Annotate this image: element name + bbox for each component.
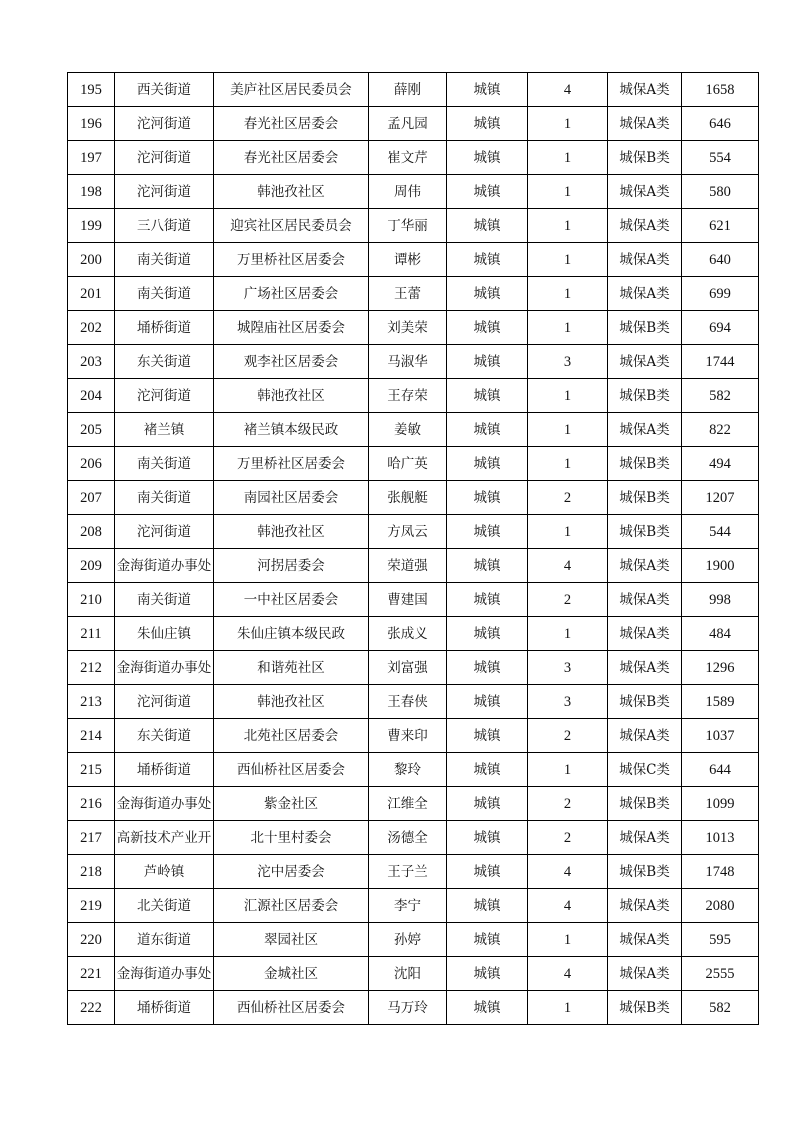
insurance-category-cell: 城保A类 bbox=[608, 243, 682, 277]
serial-number-cell: 207 bbox=[68, 481, 115, 515]
serial-number-cell: 215 bbox=[68, 753, 115, 787]
household-type-cell: 城镇 bbox=[447, 719, 528, 753]
street-cell: 埇桥街道 bbox=[115, 753, 214, 787]
household-size-cell: 1 bbox=[528, 413, 608, 447]
street-cell: 南关街道 bbox=[115, 447, 214, 481]
community-cell: 一中社区居委会 bbox=[214, 583, 369, 617]
household-type-cell: 城镇 bbox=[447, 651, 528, 685]
amount-cell: 2080 bbox=[682, 889, 759, 923]
street-cell: 西关街道 bbox=[115, 73, 214, 107]
serial-number-cell: 222 bbox=[68, 991, 115, 1025]
street-cell: 芦岭镇 bbox=[115, 855, 214, 889]
household-size-cell: 1 bbox=[528, 379, 608, 413]
table-body bbox=[68, 73, 759, 1025]
table-row bbox=[68, 311, 759, 345]
table-row bbox=[68, 345, 759, 379]
insurance-category-cell: 城保A类 bbox=[608, 617, 682, 651]
table-row bbox=[68, 855, 759, 889]
household-type-cell: 城镇 bbox=[447, 991, 528, 1025]
name-cell: 王春侠 bbox=[369, 685, 447, 719]
community-cell: 和谐苑社区 bbox=[214, 651, 369, 685]
household-type-cell: 城镇 bbox=[447, 277, 528, 311]
household-type-cell: 城镇 bbox=[447, 379, 528, 413]
street-cell: 南关街道 bbox=[115, 481, 214, 515]
name-cell: 孙婷 bbox=[369, 923, 447, 957]
community-cell: 万里桥社区居委会 bbox=[214, 243, 369, 277]
household-size-cell: 4 bbox=[528, 889, 608, 923]
household-type-cell: 城镇 bbox=[447, 787, 528, 821]
amount-cell: 1589 bbox=[682, 685, 759, 719]
serial-number-cell: 217 bbox=[68, 821, 115, 855]
community-cell: 朱仙庄镇本级民政 bbox=[214, 617, 369, 651]
amount-cell: 1013 bbox=[682, 821, 759, 855]
street-cell: 金海街道办事处 bbox=[115, 651, 214, 685]
street-cell: 沱河街道 bbox=[115, 107, 214, 141]
amount-cell: 640 bbox=[682, 243, 759, 277]
table-row bbox=[68, 821, 759, 855]
insurance-category-cell: 城保B类 bbox=[608, 787, 682, 821]
street-cell: 道东街道 bbox=[115, 923, 214, 957]
community-cell: 北十里村委会 bbox=[214, 821, 369, 855]
insurance-category-cell: 城保B类 bbox=[608, 447, 682, 481]
name-cell: 汤德全 bbox=[369, 821, 447, 855]
household-size-cell: 1 bbox=[528, 515, 608, 549]
community-cell: 沱中居委会 bbox=[214, 855, 369, 889]
amount-cell: 1748 bbox=[682, 855, 759, 889]
name-cell: 哈广英 bbox=[369, 447, 447, 481]
insurance-category-cell: 城保B类 bbox=[608, 855, 682, 889]
table-row bbox=[68, 209, 759, 243]
insurance-category-cell: 城保B类 bbox=[608, 685, 682, 719]
name-cell: 李宁 bbox=[369, 889, 447, 923]
insurance-category-cell: 城保A类 bbox=[608, 549, 682, 583]
street-cell: 埇桥街道 bbox=[115, 311, 214, 345]
serial-number-cell: 220 bbox=[68, 923, 115, 957]
table-row bbox=[68, 481, 759, 515]
table-row bbox=[68, 175, 759, 209]
amount-cell: 998 bbox=[682, 583, 759, 617]
insurance-category-cell: 城保B类 bbox=[608, 311, 682, 345]
table-row bbox=[68, 753, 759, 787]
street-cell: 东关街道 bbox=[115, 719, 214, 753]
household-type-cell: 城镇 bbox=[447, 73, 528, 107]
community-cell: 韩池孜社区 bbox=[214, 379, 369, 413]
serial-number-cell: 199 bbox=[68, 209, 115, 243]
household-size-cell: 1 bbox=[528, 175, 608, 209]
household-size-cell: 1 bbox=[528, 209, 608, 243]
household-type-cell: 城镇 bbox=[447, 107, 528, 141]
insurance-category-cell: 城保A类 bbox=[608, 889, 682, 923]
insurance-category-cell: 城保B类 bbox=[608, 379, 682, 413]
insurance-category-cell: 城保A类 bbox=[608, 583, 682, 617]
amount-cell: 554 bbox=[682, 141, 759, 175]
table-row bbox=[68, 447, 759, 481]
community-cell: 广场社区居委会 bbox=[214, 277, 369, 311]
serial-number-cell: 213 bbox=[68, 685, 115, 719]
street-cell: 沱河街道 bbox=[115, 141, 214, 175]
household-type-cell: 城镇 bbox=[447, 209, 528, 243]
household-size-cell: 4 bbox=[528, 855, 608, 889]
community-cell: 春光社区居委会 bbox=[214, 141, 369, 175]
street-cell: 南关街道 bbox=[115, 583, 214, 617]
amount-cell: 1207 bbox=[682, 481, 759, 515]
street-cell: 北关街道 bbox=[115, 889, 214, 923]
community-cell: 春光社区居委会 bbox=[214, 107, 369, 141]
serial-number-cell: 209 bbox=[68, 549, 115, 583]
street-cell: 金海街道办事处 bbox=[115, 957, 214, 991]
household-type-cell: 城镇 bbox=[447, 311, 528, 345]
table-row bbox=[68, 991, 759, 1025]
insurance-category-cell: 城保A类 bbox=[608, 719, 682, 753]
household-type-cell: 城镇 bbox=[447, 481, 528, 515]
serial-number-cell: 200 bbox=[68, 243, 115, 277]
table-row bbox=[68, 107, 759, 141]
street-cell: 沱河街道 bbox=[115, 175, 214, 209]
community-cell: 西仙桥社区居委会 bbox=[214, 991, 369, 1025]
amount-cell: 494 bbox=[682, 447, 759, 481]
name-cell: 姜敏 bbox=[369, 413, 447, 447]
name-cell: 张成义 bbox=[369, 617, 447, 651]
household-type-cell: 城镇 bbox=[447, 957, 528, 991]
community-cell: 城隍庙社区居委会 bbox=[214, 311, 369, 345]
community-cell: 汇源社区居委会 bbox=[214, 889, 369, 923]
serial-number-cell: 219 bbox=[68, 889, 115, 923]
community-cell: 万里桥社区居委会 bbox=[214, 447, 369, 481]
household-size-cell: 4 bbox=[528, 73, 608, 107]
name-cell: 孟凡园 bbox=[369, 107, 447, 141]
serial-number-cell: 204 bbox=[68, 379, 115, 413]
table-row bbox=[68, 583, 759, 617]
insurance-category-cell: 城保A类 bbox=[608, 651, 682, 685]
serial-number-cell: 202 bbox=[68, 311, 115, 345]
serial-number-cell: 216 bbox=[68, 787, 115, 821]
street-cell: 埇桥街道 bbox=[115, 991, 214, 1025]
household-type-cell: 城镇 bbox=[447, 413, 528, 447]
street-cell: 沱河街道 bbox=[115, 515, 214, 549]
serial-number-cell: 197 bbox=[68, 141, 115, 175]
name-cell: 曹来印 bbox=[369, 719, 447, 753]
insurance-category-cell: 城保A类 bbox=[608, 209, 682, 243]
household-size-cell: 1 bbox=[528, 107, 608, 141]
name-cell: 周伟 bbox=[369, 175, 447, 209]
name-cell: 方凤云 bbox=[369, 515, 447, 549]
community-cell: 河拐居委会 bbox=[214, 549, 369, 583]
amount-cell: 1658 bbox=[682, 73, 759, 107]
household-type-cell: 城镇 bbox=[447, 447, 528, 481]
table-row bbox=[68, 685, 759, 719]
household-type-cell: 城镇 bbox=[447, 515, 528, 549]
table-row bbox=[68, 889, 759, 923]
name-cell: 刘美荣 bbox=[369, 311, 447, 345]
insurance-category-cell: 城保B类 bbox=[608, 141, 682, 175]
street-cell: 金海街道办事处 bbox=[115, 787, 214, 821]
street-cell: 高新技术产业开 bbox=[115, 821, 214, 855]
name-cell: 谭彬 bbox=[369, 243, 447, 277]
household-type-cell: 城镇 bbox=[447, 243, 528, 277]
household-size-cell: 1 bbox=[528, 753, 608, 787]
insurance-category-cell: 城保A类 bbox=[608, 821, 682, 855]
table-row bbox=[68, 73, 759, 107]
household-size-cell: 1 bbox=[528, 141, 608, 175]
serial-number-cell: 203 bbox=[68, 345, 115, 379]
amount-cell: 544 bbox=[682, 515, 759, 549]
amount-cell: 1037 bbox=[682, 719, 759, 753]
community-cell: 翠园社区 bbox=[214, 923, 369, 957]
name-cell: 崔文芹 bbox=[369, 141, 447, 175]
amount-cell: 694 bbox=[682, 311, 759, 345]
household-size-cell: 1 bbox=[528, 447, 608, 481]
serial-number-cell: 198 bbox=[68, 175, 115, 209]
table-row bbox=[68, 549, 759, 583]
table-row bbox=[68, 515, 759, 549]
household-type-cell: 城镇 bbox=[447, 855, 528, 889]
amount-cell: 646 bbox=[682, 107, 759, 141]
household-size-cell: 2 bbox=[528, 821, 608, 855]
table-row bbox=[68, 719, 759, 753]
serial-number-cell: 214 bbox=[68, 719, 115, 753]
table-row bbox=[68, 617, 759, 651]
street-cell: 金海街道办事处 bbox=[115, 549, 214, 583]
serial-number-cell: 218 bbox=[68, 855, 115, 889]
street-cell: 东关街道 bbox=[115, 345, 214, 379]
name-cell: 薛刚 bbox=[369, 73, 447, 107]
name-cell: 王存荣 bbox=[369, 379, 447, 413]
insurance-category-cell: 城保A类 bbox=[608, 345, 682, 379]
household-type-cell: 城镇 bbox=[447, 923, 528, 957]
household-size-cell: 3 bbox=[528, 345, 608, 379]
name-cell: 王蕾 bbox=[369, 277, 447, 311]
serial-number-cell: 208 bbox=[68, 515, 115, 549]
community-cell: 紫金社区 bbox=[214, 787, 369, 821]
household-size-cell: 1 bbox=[528, 991, 608, 1025]
street-cell: 三八街道 bbox=[115, 209, 214, 243]
name-cell: 马淑华 bbox=[369, 345, 447, 379]
street-cell: 南关街道 bbox=[115, 277, 214, 311]
household-type-cell: 城镇 bbox=[447, 889, 528, 923]
household-type-cell: 城镇 bbox=[447, 583, 528, 617]
name-cell: 黎玲 bbox=[369, 753, 447, 787]
household-type-cell: 城镇 bbox=[447, 821, 528, 855]
insurance-category-cell: 城保A类 bbox=[608, 413, 682, 447]
serial-number-cell: 212 bbox=[68, 651, 115, 685]
street-cell: 褚兰镇 bbox=[115, 413, 214, 447]
table-row bbox=[68, 651, 759, 685]
community-cell: 褚兰镇本级民政 bbox=[214, 413, 369, 447]
serial-number-cell: 196 bbox=[68, 107, 115, 141]
amount-cell: 1900 bbox=[682, 549, 759, 583]
household-size-cell: 1 bbox=[528, 277, 608, 311]
table-row bbox=[68, 787, 759, 821]
table-row bbox=[68, 413, 759, 447]
community-cell: 观李社区居委会 bbox=[214, 345, 369, 379]
household-size-cell: 1 bbox=[528, 311, 608, 345]
household-type-cell: 城镇 bbox=[447, 549, 528, 583]
household-size-cell: 2 bbox=[528, 719, 608, 753]
household-type-cell: 城镇 bbox=[447, 685, 528, 719]
serial-number-cell: 201 bbox=[68, 277, 115, 311]
street-cell: 沱河街道 bbox=[115, 685, 214, 719]
insurance-category-cell: 城保B类 bbox=[608, 481, 682, 515]
insurance-category-cell: 城保A类 bbox=[608, 107, 682, 141]
serial-number-cell: 205 bbox=[68, 413, 115, 447]
community-cell: 韩池孜社区 bbox=[214, 175, 369, 209]
community-cell: 美庐社区居民委员会 bbox=[214, 73, 369, 107]
community-cell: 韩池孜社区 bbox=[214, 515, 369, 549]
household-size-cell: 4 bbox=[528, 549, 608, 583]
community-cell: 韩池孜社区 bbox=[214, 685, 369, 719]
serial-number-cell: 211 bbox=[68, 617, 115, 651]
table-row bbox=[68, 141, 759, 175]
household-size-cell: 1 bbox=[528, 243, 608, 277]
household-size-cell: 2 bbox=[528, 481, 608, 515]
street-cell: 南关街道 bbox=[115, 243, 214, 277]
household-type-cell: 城镇 bbox=[447, 753, 528, 787]
serial-number-cell: 221 bbox=[68, 957, 115, 991]
serial-number-cell: 210 bbox=[68, 583, 115, 617]
amount-cell: 644 bbox=[682, 753, 759, 787]
amount-cell: 2555 bbox=[682, 957, 759, 991]
serial-number-cell: 195 bbox=[68, 73, 115, 107]
household-size-cell: 4 bbox=[528, 957, 608, 991]
insurance-category-cell: 城保A类 bbox=[608, 175, 682, 209]
table-row bbox=[68, 243, 759, 277]
insurance-category-cell: 城保A类 bbox=[608, 957, 682, 991]
community-cell: 金城社区 bbox=[214, 957, 369, 991]
amount-cell: 595 bbox=[682, 923, 759, 957]
insurance-category-cell: 城保C类 bbox=[608, 753, 682, 787]
name-cell: 江维全 bbox=[369, 787, 447, 821]
community-cell: 西仙桥社区居委会 bbox=[214, 753, 369, 787]
amount-cell: 580 bbox=[682, 175, 759, 209]
serial-number-cell: 206 bbox=[68, 447, 115, 481]
household-type-cell: 城镇 bbox=[447, 345, 528, 379]
community-cell: 迎宾社区居民委员会 bbox=[214, 209, 369, 243]
insurance-category-cell: 城保B类 bbox=[608, 515, 682, 549]
household-size-cell: 2 bbox=[528, 787, 608, 821]
amount-cell: 484 bbox=[682, 617, 759, 651]
name-cell: 王子兰 bbox=[369, 855, 447, 889]
name-cell: 张舰艇 bbox=[369, 481, 447, 515]
name-cell: 马万玲 bbox=[369, 991, 447, 1025]
community-cell: 南园社区居委会 bbox=[214, 481, 369, 515]
table-row bbox=[68, 957, 759, 991]
street-cell: 朱仙庄镇 bbox=[115, 617, 214, 651]
amount-cell: 621 bbox=[682, 209, 759, 243]
name-cell: 沈阳 bbox=[369, 957, 447, 991]
household-type-cell: 城镇 bbox=[447, 175, 528, 209]
name-cell: 曹建国 bbox=[369, 583, 447, 617]
insurance-category-cell: 城保A类 bbox=[608, 277, 682, 311]
insurance-category-cell: 城保B类 bbox=[608, 991, 682, 1025]
amount-cell: 582 bbox=[682, 991, 759, 1025]
name-cell: 刘富强 bbox=[369, 651, 447, 685]
amount-cell: 699 bbox=[682, 277, 759, 311]
household-size-cell: 3 bbox=[528, 685, 608, 719]
household-size-cell: 2 bbox=[528, 583, 608, 617]
amount-cell: 582 bbox=[682, 379, 759, 413]
name-cell: 荣道强 bbox=[369, 549, 447, 583]
household-size-cell: 1 bbox=[528, 617, 608, 651]
community-cell: 北苑社区居委会 bbox=[214, 719, 369, 753]
street-cell: 沱河街道 bbox=[115, 379, 214, 413]
household-type-cell: 城镇 bbox=[447, 141, 528, 175]
name-cell: 丁华丽 bbox=[369, 209, 447, 243]
table-row bbox=[68, 923, 759, 957]
household-size-cell: 1 bbox=[528, 923, 608, 957]
insurance-category-cell: 城保A类 bbox=[608, 73, 682, 107]
amount-cell: 822 bbox=[682, 413, 759, 447]
household-type-cell: 城镇 bbox=[447, 617, 528, 651]
amount-cell: 1099 bbox=[682, 787, 759, 821]
amount-cell: 1296 bbox=[682, 651, 759, 685]
insurance-category-cell: 城保A类 bbox=[608, 923, 682, 957]
household-size-cell: 3 bbox=[528, 651, 608, 685]
amount-cell: 1744 bbox=[682, 345, 759, 379]
table-row bbox=[68, 277, 759, 311]
relief-roster-table bbox=[67, 72, 759, 1025]
table-row bbox=[68, 379, 759, 413]
